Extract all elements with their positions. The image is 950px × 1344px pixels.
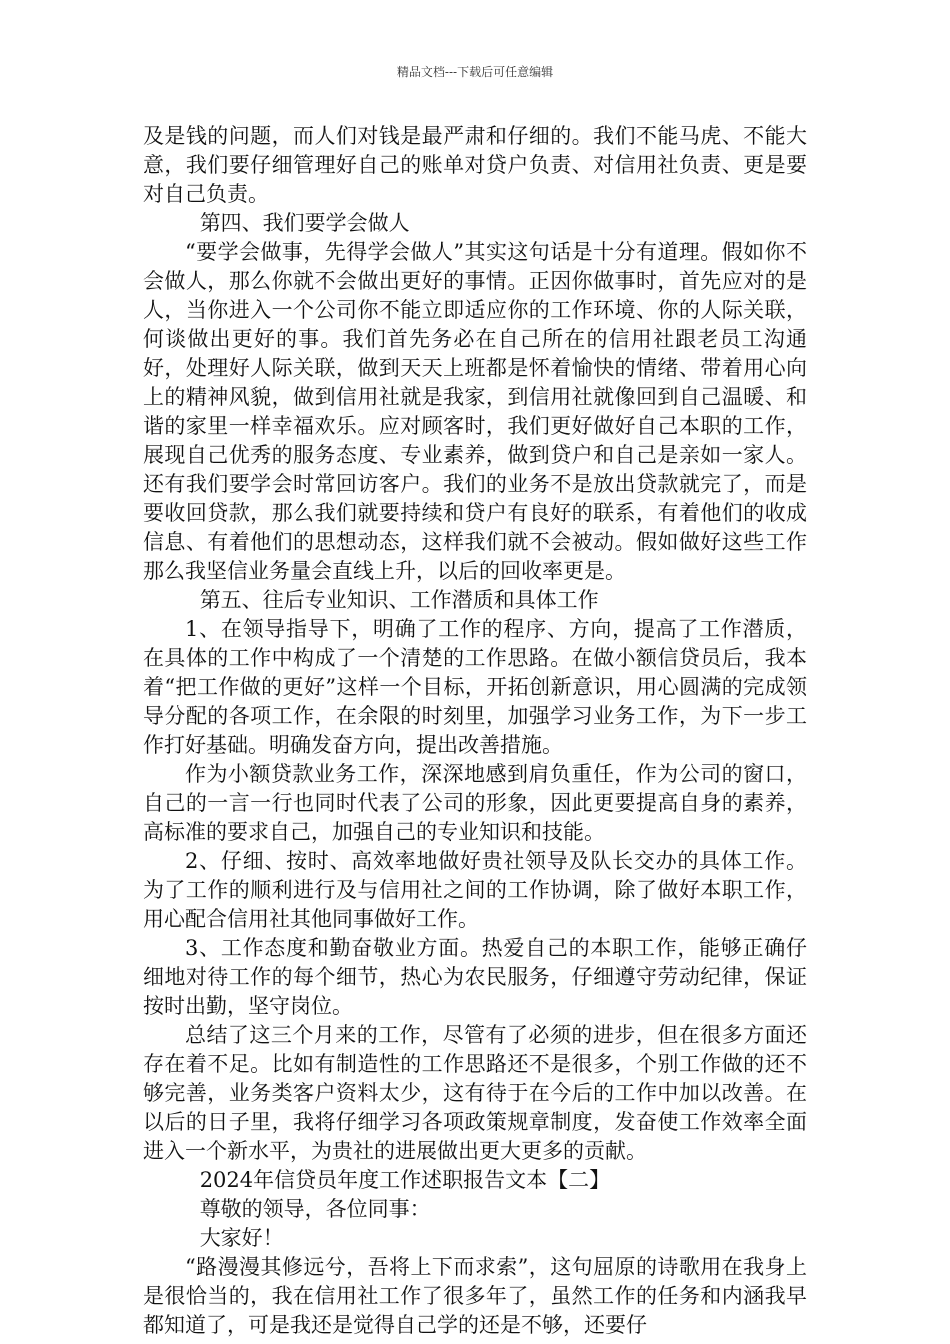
section-heading-4: 第四、我们要学会做人 <box>199 211 410 235</box>
paragraph-8: “路漫漫其修远兮，吾将上下而求索”，这句屈原的诗歌用在我身上是很恰当的，我在信用社工作了很多年了，虽然工作的任务和内涵我早都知道了，可是我还是觉得自己学的还是不够，还要仔 <box>143 1255 807 1337</box>
paragraph-1: 及是钱的问题，而人们对钱是最严肃和仔细的。我们不能马虎、不能大意，我们要仔细管理好自己的账单对贷户负责、对信用社负责、更是要对自己负责。 <box>143 124 807 206</box>
document-body <box>143 122 807 1340</box>
paragraph-2: “要学会做事，先得学会做人”其实这句话是十分有道理。假如你不会做人，那么你就不会做出更好的事情。正因你做事时，首先应对的是人，当你进入一个公司你不能立即适应你的工作环境、你的人际关联，何谈做出更好的事。我们首先务必在自己所在的信用社跟老员工沟通好，处理好人际关联，做到天天上班都是怀着愉快的情绪、带着用心向上的精神风貌，做到信用社就是我家，到信用社就像回到自己温暖、和谐的家里一样幸福欢乐。应对顾客时，我们更好做好自己本职的工作，展现自己优秀的服务态度、专业素养，做到贷户和自己是亲如一家人。还有我们要学会时常回访客户。我们的业务不是放出贷款就完了，而是要收回贷款，那么我们就要持续和贷户有良好的联系，有着他们的收成信息、有着他们的思想动态，这样我们就不会被动。假如做好这些工作那么我坚信业务量会直线上升，以后的回收率更是。 <box>143 240 807 583</box>
greeting: 大家好！ <box>199 1226 284 1250</box>
paragraph-5: 2、仔细、按时、高效率地做好贵社领导及队长交办的具体工作。为了工作的顺利进行及与信用社之间的工作协调，除了做好本职工作，用心配合信用社其他同事做好工作。 <box>143 849 807 931</box>
section-heading-5: 第五、往后专业知识、工作潜质和具体工作 <box>199 588 599 612</box>
paragraph-4: 作为小额贷款业务工作，深深地感到肩负重任，作为公司的窗口，自己的一言一行也同时代表了公司的形象，因此更要提高自身的素养，高标准的要求自己，加强自己的专业知识和技能。 <box>143 762 807 844</box>
salutation: 尊敬的领导，各位同事： <box>199 1197 431 1221</box>
paragraph-7: 总结了这三个月来的工作，尽管有了必须的进步，但在很多方面还存在着不足。比如有制造性的工作思路还不是很多，个别工作做的还不够完善，业务类客户资料太少，这有待于在今后的工作中加以改善。在以后的日子里，我将仔细学习各项政策规章制度，发奋使工作效率全面进入一个新水平，为贵社的进展做出更大更多的贡献。 <box>143 1023 807 1163</box>
paragraph-6: 3、工作态度和勤奋敬业方面。热爱自己的本职工作，能够正确仔细地对待工作的每个细节，热心为农民服务，仔细遵守劳动纪律，保证按时出勤，坚守岗位。 <box>143 936 807 1018</box>
page-header: 精品文档---下载后可任意编辑 <box>396 65 554 79</box>
paragraph-3: 1、在领导指导下，明确了工作的程序、方向，提高了工作潜质，在具体的工作中构成了一个清楚的工作思路。在做小额信贷员后，我本着“把工作做的更好”这样一个目标，开拓创新意识，用心圆满的完成领导分配的各项工作，在余限的时刻里，加强学习业务工作，为下一步工作打好基础。明确发奋方向，提出改善措施。 <box>143 617 807 757</box>
report-title-2: 2024年信贷员年度工作述职报告文本【二】 <box>199 1168 611 1192</box>
